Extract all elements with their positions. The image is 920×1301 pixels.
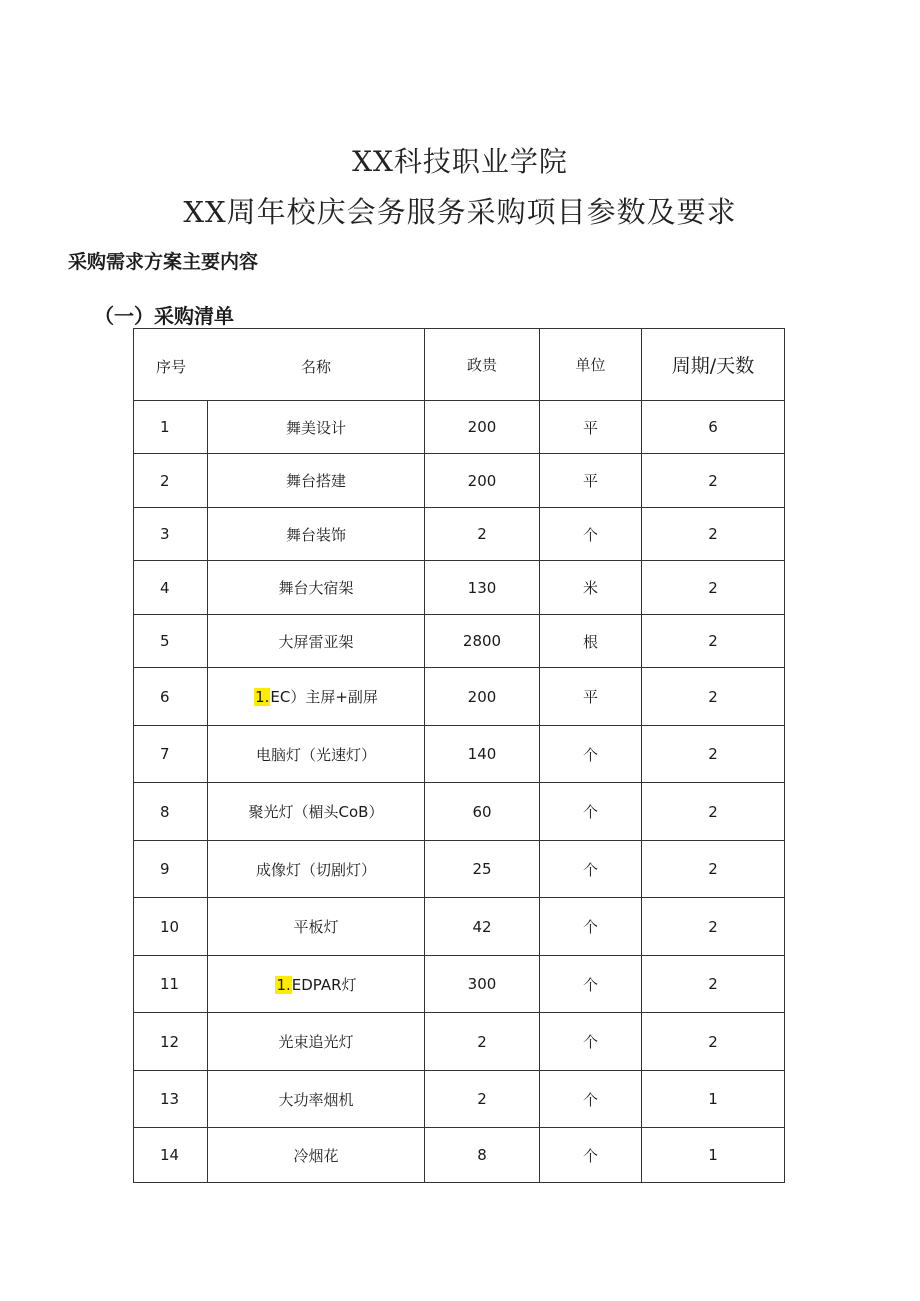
cell-name-text: 平板灯	[293, 918, 339, 936]
cell-name-text: 冷烟花	[293, 1146, 339, 1165]
cell-name	[208, 956, 425, 1013]
cell-qty: 300	[425, 956, 540, 1013]
section-heading: 采购需求方案主要内容	[68, 251, 259, 273]
cell-unit: 个	[540, 1071, 642, 1128]
cell-name	[208, 508, 425, 561]
cell-period: 2	[642, 898, 785, 956]
cell-unit: 米	[540, 561, 642, 615]
cell-name-text: 大屏雷亚架	[278, 632, 354, 651]
cell-index: 9	[134, 841, 208, 898]
highlight-mark: 1.	[276, 975, 291, 994]
table-row	[134, 1128, 785, 1183]
cell-index: 10	[134, 898, 208, 956]
cell-period: 2	[642, 508, 785, 561]
highlight-mark: 1.	[255, 688, 270, 706]
cell-name-text: 舞台大宿架	[278, 579, 354, 597]
table-row	[134, 668, 785, 726]
cell-index: 11	[134, 956, 208, 1013]
cell-period: 6	[642, 401, 785, 454]
cell-name	[208, 898, 425, 956]
cell-qty: 2	[425, 1013, 540, 1071]
cell-name	[208, 401, 425, 454]
cell-unit: 个	[540, 508, 642, 561]
cell-index: 14	[134, 1128, 208, 1183]
table-header-row	[134, 329, 785, 401]
cell-index: 3	[134, 508, 208, 561]
cell-qty: 60	[425, 783, 540, 841]
cell-name	[208, 668, 425, 726]
procurement-table	[133, 328, 785, 1183]
cell-period: 2	[642, 956, 785, 1013]
cell-index: 6	[134, 668, 208, 726]
cell-name	[208, 841, 425, 898]
cell-period: 2	[642, 726, 785, 783]
cell-qty: 8	[425, 1128, 540, 1183]
cell-period: 2	[642, 841, 785, 898]
cell-index: 4	[134, 561, 208, 615]
cell-unit: 个	[540, 956, 642, 1013]
cell-period: 2	[642, 1013, 785, 1071]
cell-name-text: 聚光灯（楣头CoB）	[248, 803, 384, 821]
table-row	[134, 615, 785, 668]
cell-name-text: 光束追光灯	[278, 1033, 354, 1051]
cell-name-text: 舞美设计	[285, 418, 346, 437]
cell-qty: 2800	[425, 615, 540, 668]
cell-period: 2	[642, 668, 785, 726]
document-title: XX周年校庆会务服务采购项目参数及要求	[183, 195, 737, 229]
cell-index: 5	[134, 615, 208, 668]
cell-name	[208, 615, 425, 668]
cell-name	[208, 561, 425, 615]
cell-name	[208, 1013, 425, 1071]
cell-name-text: 舞台装饰	[285, 525, 346, 544]
cell-unit: 平	[540, 401, 642, 454]
header-index-name-cell	[134, 329, 425, 401]
cell-name-text: 大功率烟机	[278, 1090, 354, 1109]
cell-name-text: EDPAR灯	[291, 975, 357, 994]
cell-period: 2	[642, 561, 785, 615]
cell-index: 7	[134, 726, 208, 783]
table-row	[134, 841, 785, 898]
subsection-heading: （一）采购清单	[94, 304, 234, 328]
cell-qty: 200	[425, 668, 540, 726]
table-row	[134, 1071, 785, 1128]
cell-index: 12	[134, 1013, 208, 1071]
table-row	[134, 561, 785, 615]
cell-unit: 个	[540, 898, 642, 956]
table-row	[134, 956, 785, 1013]
table-row	[134, 1013, 785, 1071]
table-row	[134, 898, 785, 956]
cell-period: 2	[642, 783, 785, 841]
cell-unit: 个	[540, 841, 642, 898]
cell-qty: 200	[425, 454, 540, 508]
header-qty: 政贵	[425, 329, 540, 401]
cell-unit: 个	[540, 1128, 642, 1183]
cell-name	[208, 783, 425, 841]
cell-name	[208, 454, 425, 508]
cell-name-text: EC）主屏+副屏	[270, 688, 378, 706]
cell-unit: 平	[540, 668, 642, 726]
cell-qty: 2	[425, 1071, 540, 1128]
cell-index: 8	[134, 783, 208, 841]
cell-qty: 200	[425, 401, 540, 454]
cell-qty: 130	[425, 561, 540, 615]
table-row	[134, 726, 785, 783]
cell-qty: 140	[425, 726, 540, 783]
table-row	[134, 454, 785, 508]
cell-qty: 42	[425, 898, 540, 956]
cell-name-text: 舞台搭建	[285, 472, 346, 490]
header-unit: 单位	[540, 329, 642, 401]
cell-name	[208, 1071, 425, 1128]
header-name: 名称	[301, 358, 332, 376]
cell-period: 2	[642, 454, 785, 508]
cell-unit: 平	[540, 454, 642, 508]
cell-period: 1	[642, 1128, 785, 1183]
header-period: 周期/天数	[642, 329, 785, 401]
cell-unit: 个	[540, 1013, 642, 1071]
cell-name	[208, 1128, 425, 1183]
cell-unit: 个	[540, 783, 642, 841]
table-row	[134, 401, 785, 454]
table-row	[134, 783, 785, 841]
cell-unit: 根	[540, 615, 642, 668]
cell-index: 2	[134, 454, 208, 508]
cell-period: 1	[642, 1071, 785, 1128]
cell-unit: 个	[540, 726, 642, 783]
cell-name	[208, 726, 425, 783]
cell-name-text: 电脑灯（光速灯）	[255, 745, 376, 764]
cell-name-text: 成像灯（切剧灯）	[255, 860, 376, 879]
cell-index: 13	[134, 1071, 208, 1128]
cell-index: 1	[134, 401, 208, 454]
header-index: 序号	[156, 358, 187, 376]
cell-qty: 25	[425, 841, 540, 898]
cell-period: 2	[642, 615, 785, 668]
cell-qty: 2	[425, 508, 540, 561]
school-title: XX科技职业学院	[352, 145, 568, 178]
table-row	[134, 508, 785, 561]
